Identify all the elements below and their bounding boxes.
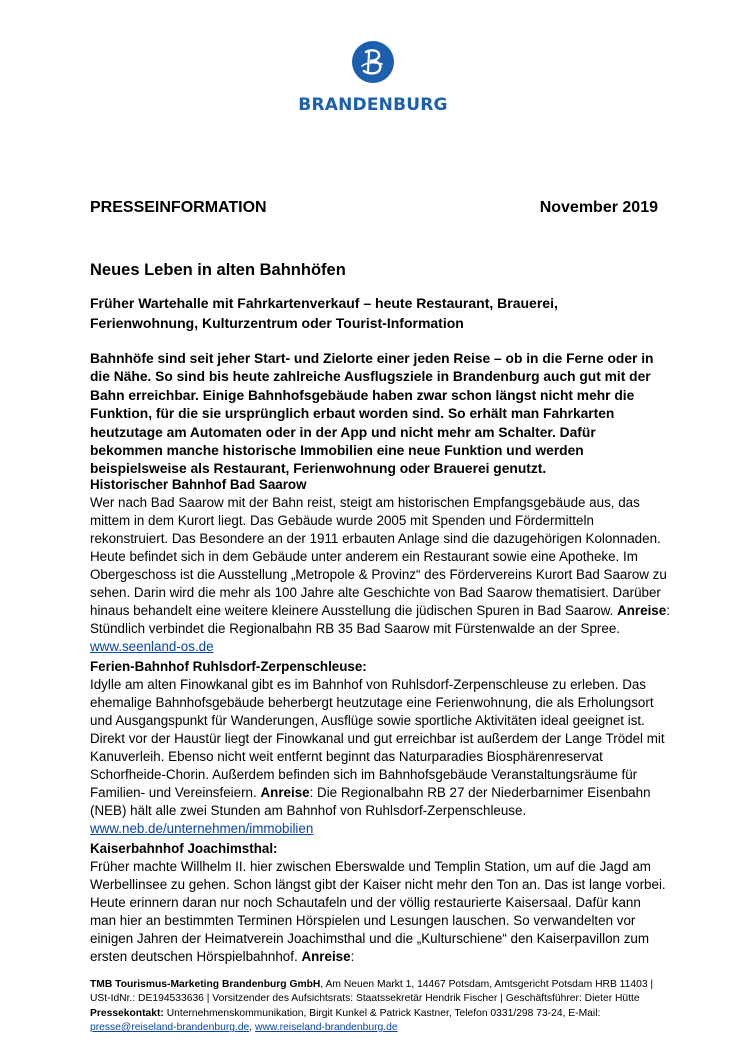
arrival-label: Anreise <box>260 785 310 800</box>
section-ruhlsdorf <box>90 658 670 838</box>
section-link[interactable]: www.neb.de/unternehmen/immobilien <box>90 821 314 836</box>
footer-email-link[interactable]: presse@reiseland-brandenburg.de <box>90 1022 250 1034</box>
section-bad-saarow <box>90 476 670 656</box>
section-body: Idylle am alten Finowkanal gibt es im Bahnhof von Ruhlsdorf-Zerpenschleuse zu erleben. Das ehemalige Bahnhofsgebäude beherbergt heutzutage eine Ferienwohnung, die als Erholungsort und Ausgangspunkt für Wanderungen, Ausflüge sowie sportliche Aktivitäten ideal geeignet ist. Direkt vor der Haustür liegt der Finowkanal und gut erreichbar ist außerdem der Lange Trödel mit Kanuverleih. Ebenso nicht weit entfernt beginnt das Naturparadies Biosphärenreservat Schorfheide-Chorin. Außerdem befinden sich im Bahnhofsgebäude Veranstaltungsräume für Familien- und Vereinsfeiern. Anreise: Die Regionalbahn RB 27 der Niederbarnimer Eisenbahn (NEB) hält alle zwei Stunden am Bahnhof von Ruhlsdorf-Zerpenschleuse. www.neb.de/unternehmen/immobilien <box>90 677 665 836</box>
section-title: Historischer Bahnhof Bad Saarow <box>90 477 307 492</box>
footer-contact-label: Pressekontakt: <box>90 1007 164 1019</box>
footer-company: TMB Tourismus-Marketing Brandenburg GmbH <box>90 979 321 990</box>
arrival-label: Anreise <box>301 949 351 964</box>
headline: Neues Leben in alten Bahnhöfen <box>90 261 346 279</box>
brand-name: BRANDENBURG <box>298 95 448 115</box>
footer-website-link[interactable]: www.reiseland-brandenburg.de <box>255 1022 398 1034</box>
press-header <box>90 199 658 221</box>
section-body: Wer nach Bad Saarow mit der Bahn reist, steigt am historischen Empfangsgebäude aus, das mittem in dem Kurort liegt. Das Gebäude wurde 2005 mit Spenden und Fördermitteln rekonstruiert. Das Besondere an der 1911 erbauten Anlage sind die dazugehörigen Kolonnaden. Heute befindet sich in dem Gebäude unter anderem ein Restaurant sowie eine Apotheke. Im Obergeschoss ist die Ausstellung „Metropole & Provinz“ des Fördervereins Kurort Bad Saarow zu sehen. Darin wird die mehr als 100 Jahre alte Geschichte von Bad Saarow thematisiert. Darüber hinaus behandelt eine weitere kleinere Ausstellung die jüdischen Spuren in Bad Saarow. Anreise: Stündlich verbindet die Regionalbahn RB 35 Bad Saarow mit Fürstenwalde an der Spree. www.seenland-os.de <box>90 495 670 654</box>
intro-paragraph: Bahnhöfe sind seit jeher Start- und Zielorte einer jeden Reise – ob in die Ferne oder in die Nähe. So sind bis heute zahlreiche Ausflugsziele in Brandenburg auch gut mit der Bahn erreichbar. Einige Bahnhofsgebäude haben zwar schon längst nicht mehr die Funktion, für die sie ursprünglich erbaut worden sind. So erhält man Fahrkarten heutzutage am Automaten oder in der App und nicht mehr am Schalter. Dafür bekommen manche historische Immobilien eine neue Funktion und werden beispielsweise als Restaurant, Ferienwohnung oder Brauerei genutzt. <box>90 351 654 477</box>
footer-imprint: TMB Tourismus-Marketing Brandenburg GmbH, Am Neuen Markt 1, 14467 Potsdam, Amtsgericht Potsdam HRB 11403 | USt-IdNr.: DE194533636 | Vorsitzender des Aufsichtsrats: Staatssekretär Hendrik Fischer | Geschäftsführer: Dieter Hütte Pressekontakt: Unternehmenskommunikation, Birgit Kunkel & Patrick Kastner, Telefon 0331/298 73-24, E-Mail: presse@reiseland-brandenburg.de, www.reiseland-brandenburg.de <box>90 979 654 1034</box>
press-date: November 2019 <box>539 199 658 216</box>
brand-logo <box>292 40 454 115</box>
section-title: Kaiserbahnhof Joachimsthal: <box>90 841 278 856</box>
section-joachimsthal <box>90 840 670 966</box>
subheadline: Früher Wartehalle mit Fahrkartenverkauf – heute Restaurant, Brauerei, Ferienwohnung, Kulturzentrum oder Tourist-Information <box>90 295 558 331</box>
section-link[interactable]: www.seenland-os.de <box>90 639 214 654</box>
section-body: Früher machte Willhelm II. hier zwischen Eberswalde und Templin Station, um auf die Jagd am Werbellinsee zu gehen. Schon längst gibt der Kaiser nicht mehr den Ton an. Das ist lange vorbei. Heute erinnern daran nur noch Schautafeln und der völlig restaurierte Kaisersaal. Dafür kann man hier an bestimmten Terminen Hörspielen und Lesungen lauschen. So verwandelten vor einigen Jahren der Heimatverein Joachimsthal und die „Kulturschiene“ den Kaiserpavillon zum ersten deutschen Hörspielbahnhof. Anreise: <box>90 859 666 964</box>
section-title: Ferien-Bahnhof Ruhlsdorf-Zerpenschleuse: <box>90 659 367 674</box>
arrival-label: Anreise <box>617 603 667 618</box>
press-label: PRESSEINFORMATION <box>90 199 267 216</box>
brandenburg-logo-icon <box>351 40 395 84</box>
